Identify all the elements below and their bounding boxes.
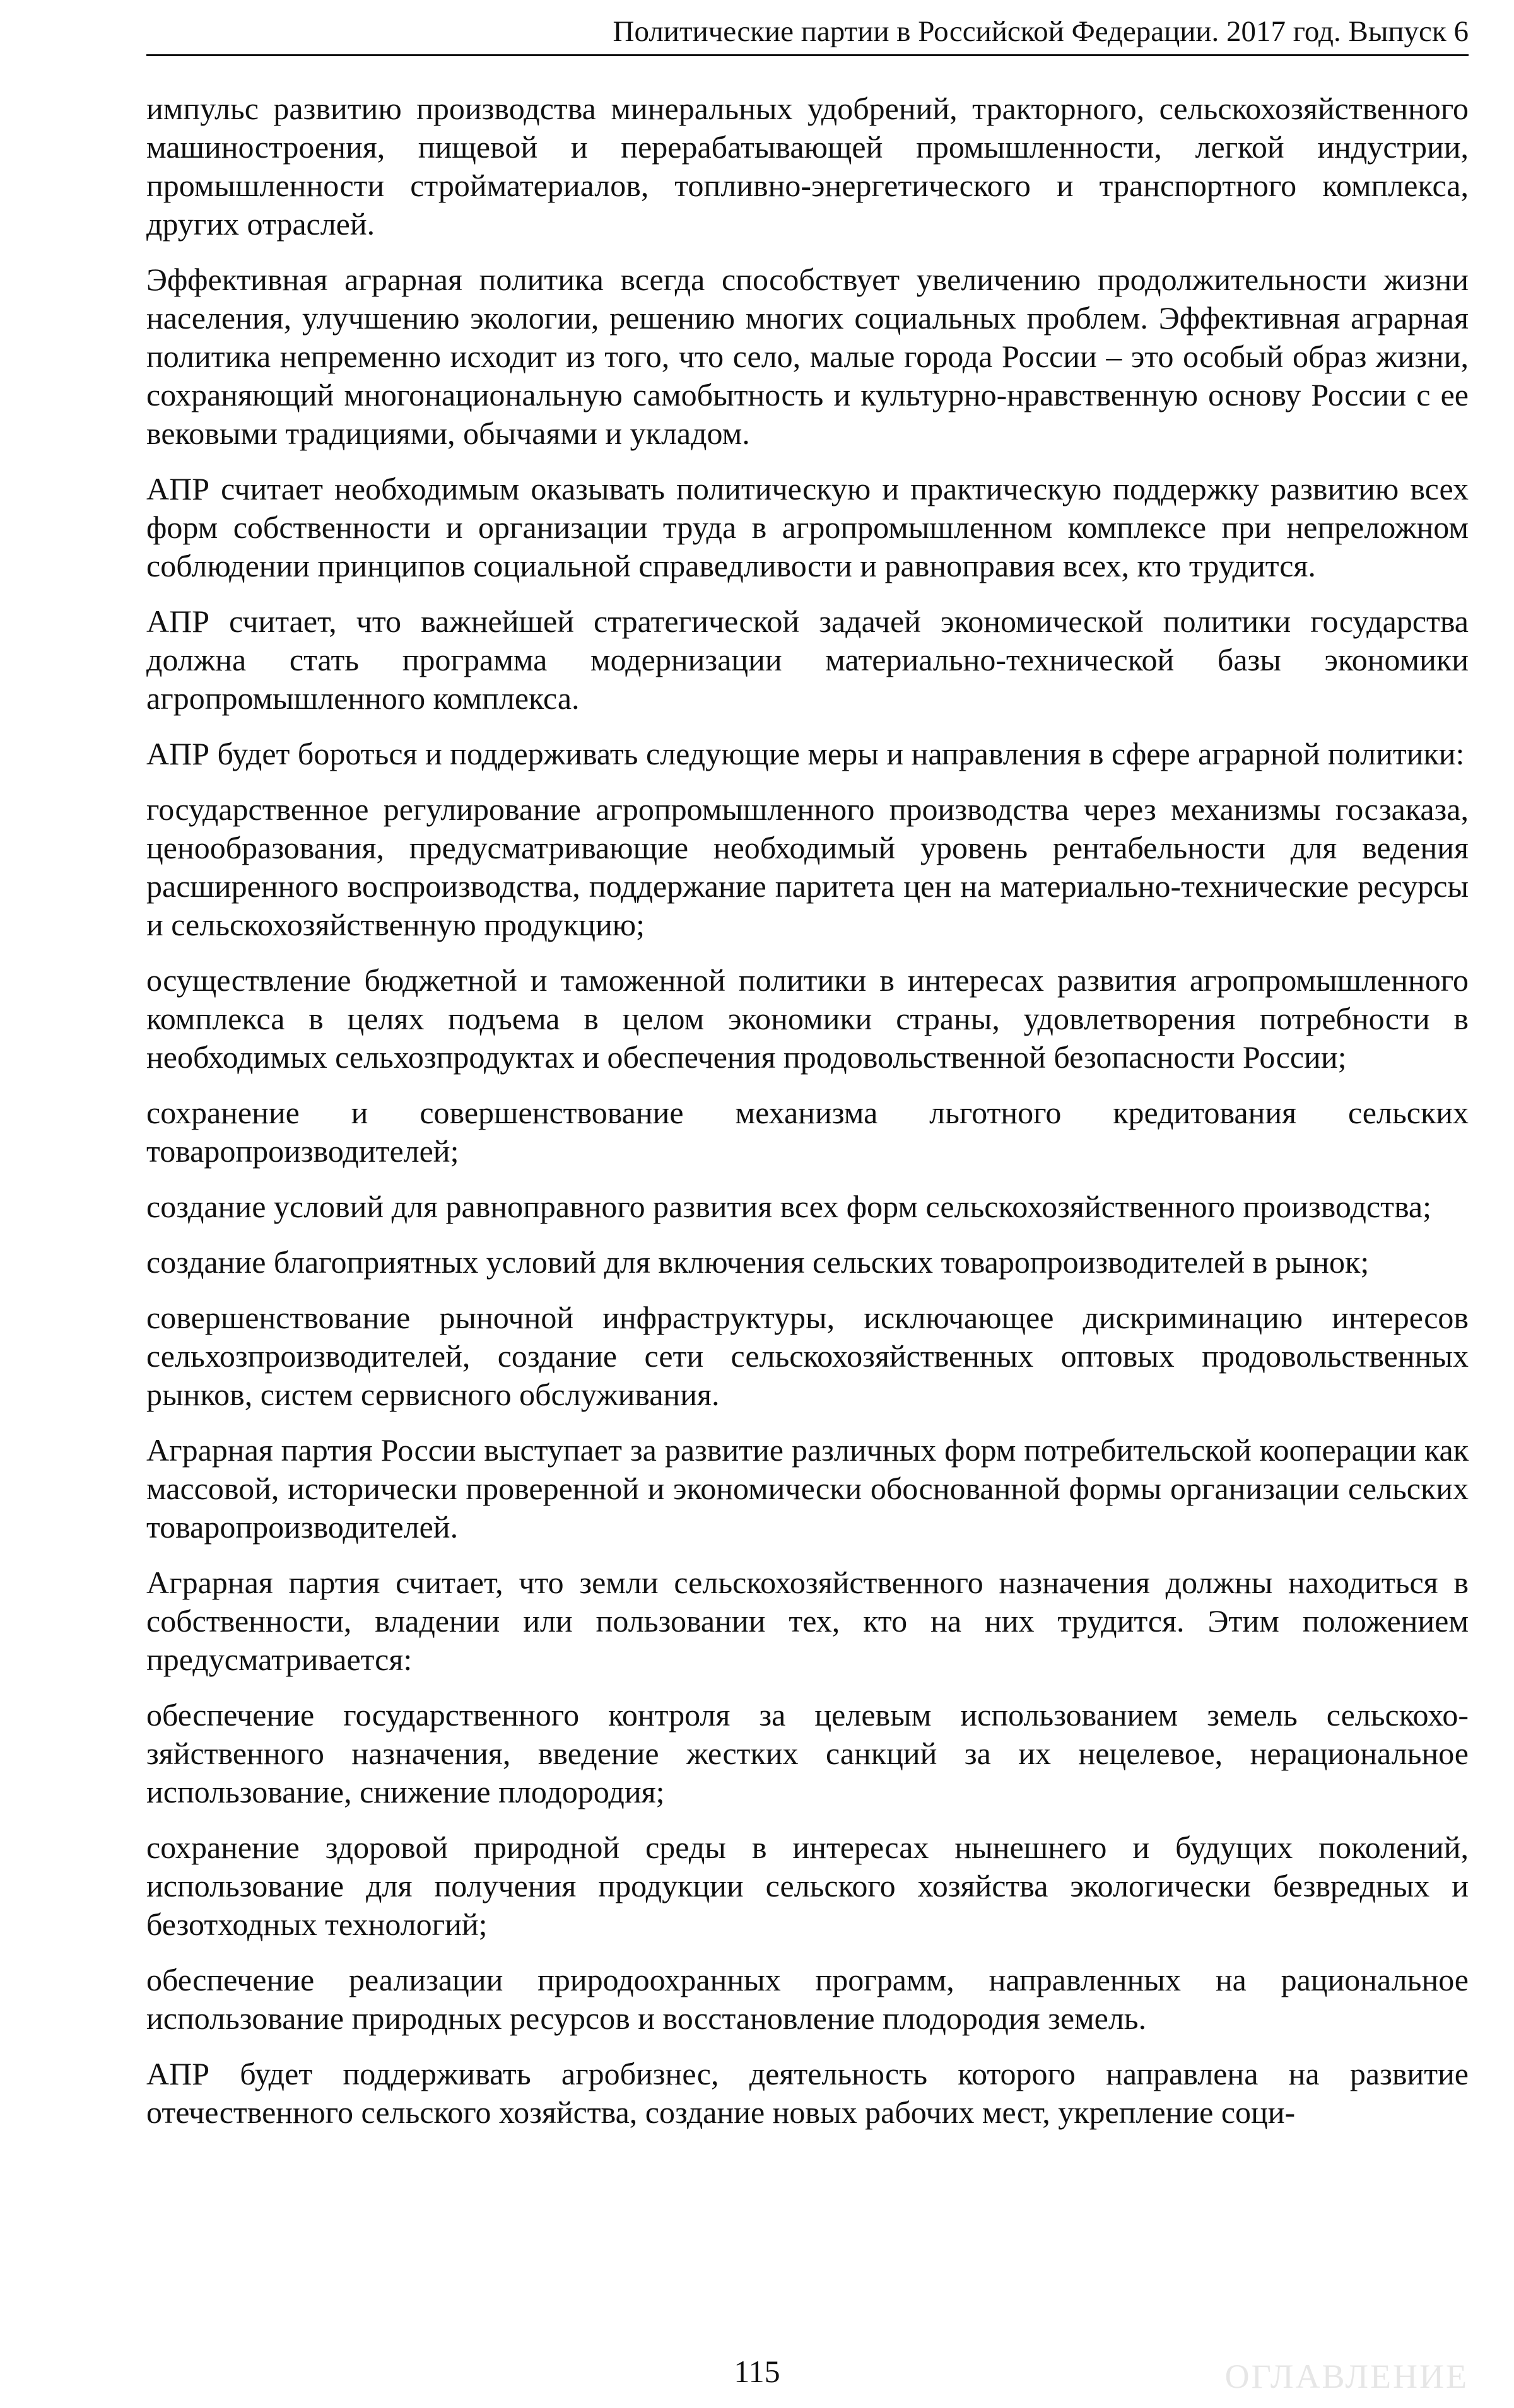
list-item: создание условий для равноправного развития всех форм сельскохозяйственного производства;	[146, 1189, 1432, 1224]
list-item: сохранение и совершенствование механизма льготного кредитования сельских товаропроизводителей;	[146, 1095, 1469, 1169]
paragraph: АПР считает, что важнейшей стратегической задачей экономической политики государства должна стать программа модернизации материально-технической базы экономики агропромышленного комплекса.	[146, 604, 1469, 716]
paragraph: Эффективная аграрная политика всегда способствует увеличению продолжительности жизни населения, улучшению экологии, решению многих социальных проблем. Эффективная аграрная политика непременно исходит из того, что село, малые города России – это особый образ жизни, сохраняющий многонациональную самобытность и культурно-нравственную основу России с ее вековыми традициями, обычаями и укладом.	[146, 262, 1469, 451]
main-text	[146, 90, 1469, 2149]
list-item: совершенствование рыночной инфраструктуры, исключающее дискриминацию интересов сельхозпроизводителей, создание сети сельскохозяйственных оптовых продовольственных рынков, систем сервисного обслуживания.	[146, 1300, 1469, 1412]
page-number: 115	[734, 2354, 780, 2389]
header-title: Политические партии в Российской Федерации. 2017 год. Выпуск 6	[613, 15, 1469, 48]
list-item: сохранение здоровой природной среды в интересах нынешнего и будущих поколений, использование для получения продукции сельского хозяйства экологически безвредных и безотходных технологий;	[146, 1830, 1469, 1942]
running-header	[146, 9, 1469, 56]
list-item: обеспечение реализации природоохранных программ, направленных на рациональное использование природных ресурсов и восстановление плодородия земель.	[146, 1962, 1469, 2036]
paragraph: АПР будет бороться и поддерживать следующие меры и направления в сфере аграрной политики:	[146, 736, 1465, 771]
paragraph: АПР считает необходимым оказывать политическую и практическую поддержку развитию всех форм собственности и организации труда в агропромышленном комплексе при непреложном соблюдении принципов социальной справедливости и равноправия всех, кто трудится.	[146, 471, 1469, 583]
list-item: создание благоприятных условий для включения сельских товаропроизводителей в рынок;	[146, 1244, 1370, 1280]
paragraph: АПР будет поддерживать агробизнес, деятельность которого направлена на развитие отечественного сельского хозяйства, создание новых рабочих мест, укрепление соци-	[146, 2056, 1469, 2130]
paragraph: Аграрная партия России выступает за развитие различных форм потребительской кооперации как массовой, исторически проверенной и экономически обоснованной формы организации сельских товаропроизводителей.	[146, 1432, 1469, 1545]
list-item: осуществление бюджетной и таможенной политики в интересах развития агропромышленного комплекса в целях подъема в целом экономики страны, удовлетворения потребности в необходимых сельхозпродуктах и обеспечения продовольственной безопасности России;	[146, 962, 1469, 1075]
paragraph: импульс развитию производства минеральных удобрений, тракторного, сельскохозяйственного машиностроения, пищевой и перерабатывающей промышленности, легкой индустрии, промышленности стройматериалов, топливно-энергетического и транспортного комплекса, других отраслей.	[146, 91, 1469, 242]
list-item: государственное регулирование агропромышленного производства через механизмы госзаказа, ценообразования, предусматривающие необходимый уровень рентабельности для ведения расширенного воспроизводства, поддержание паритета цен на материально-технические ресурсы и сельскохозяйственную продукцию;	[146, 792, 1469, 942]
paragraph: Аграрная партия считает, что земли сельскохозяйственного назначения должны находиться в собственности, владении или пользовании тех, кто на них трудится. Этим положением предусматривается:	[146, 1565, 1469, 1677]
list-item: обеспечение государственного контроля за целевым использованием земель сельскохозяйственного назначения, введение жестких санкций за их нецелевое, нерациональное использование, снижение плодородия;	[146, 1697, 1469, 1809]
table-of-contents-link[interactable]: ОГЛАВЛЕНИЕ	[1224, 2358, 1469, 2395]
